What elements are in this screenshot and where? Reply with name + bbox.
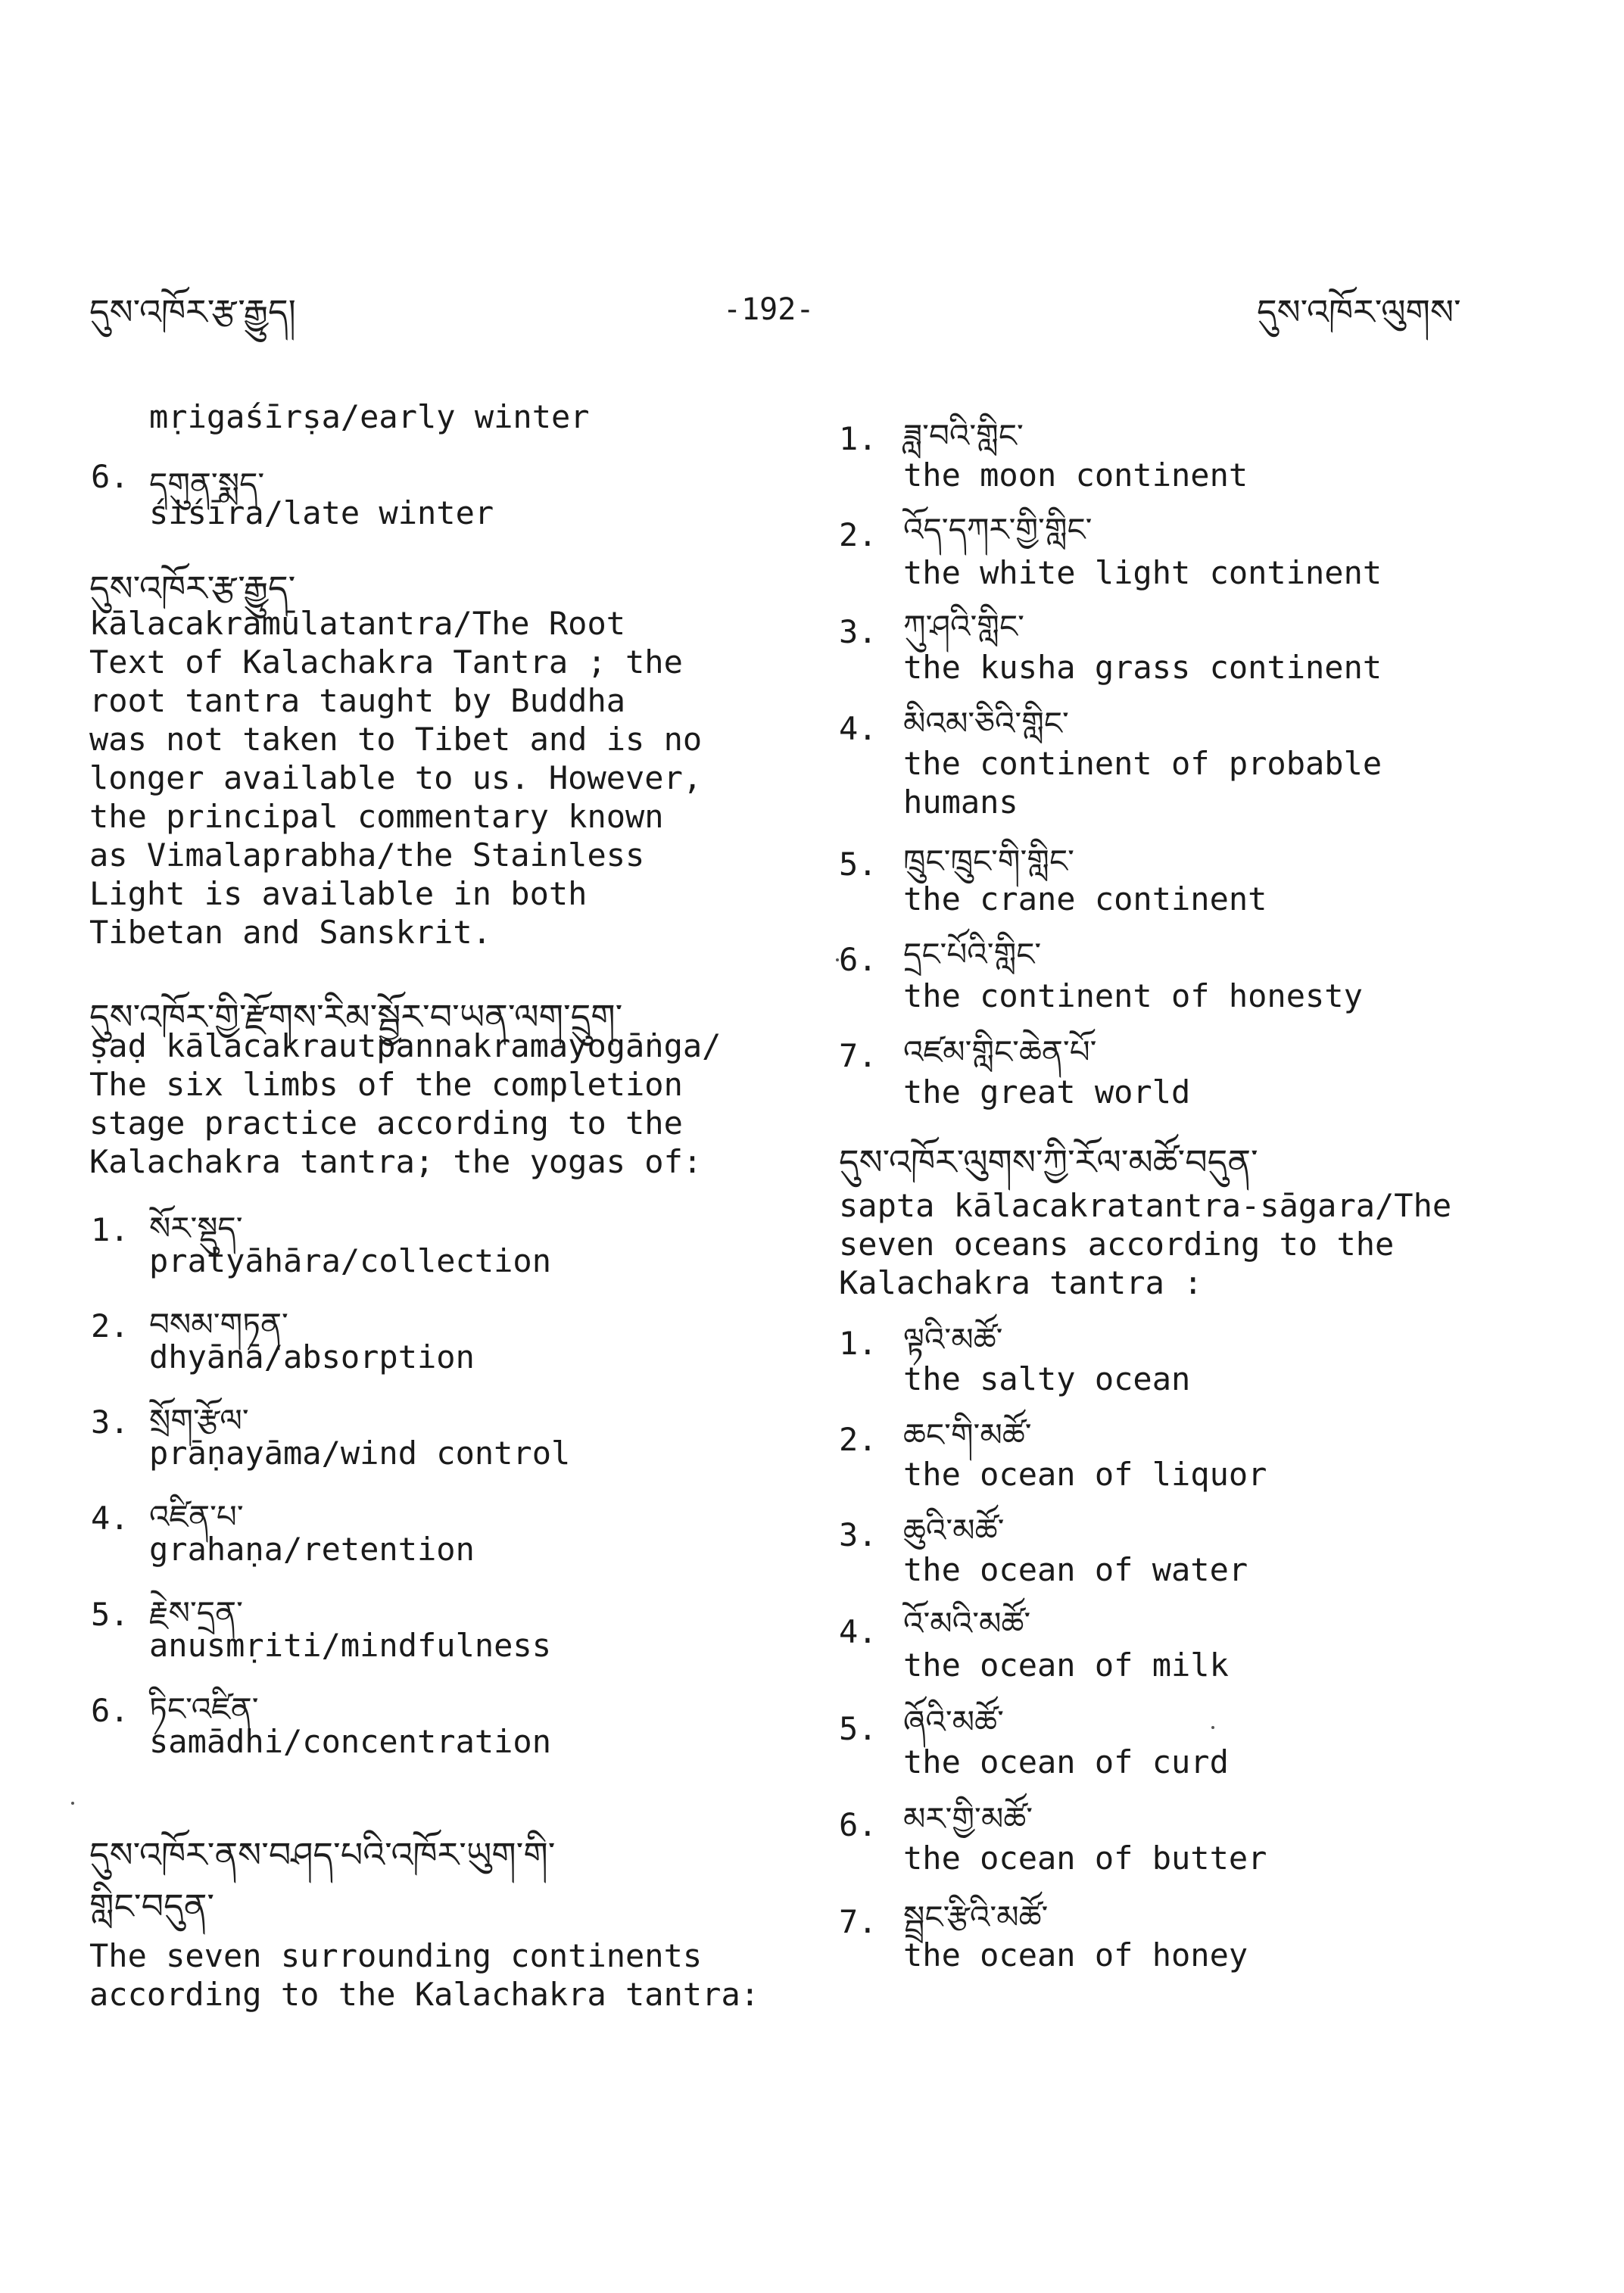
ocean-item-gloss: the salty ocean xyxy=(903,1360,1191,1397)
definition-line: The six limbs of the completion xyxy=(89,1066,683,1103)
definition-line: ṣaḍ kālacakrautpannakramayogāṅga/ xyxy=(89,1027,722,1064)
limb-item-tibetan: སྲོག་རྩོལ་ xyxy=(149,1402,249,1439)
ocean-item-tibetan: ལྟའི་མཚོ་ xyxy=(903,1321,1003,1358)
limb-item-number: 3. xyxy=(91,1404,129,1441)
limb-item-tibetan: བསམ་གཏན་ xyxy=(149,1306,288,1343)
continent-item-gloss: the white light continent xyxy=(903,554,1382,591)
definition-line: Kalachakra tantra : xyxy=(839,1264,1203,1301)
continent-item-number: 5. xyxy=(839,846,877,883)
season-item-gloss: śiśīra/late winter xyxy=(149,494,494,531)
gloss-line: humans xyxy=(903,784,1018,821)
scan-speck xyxy=(836,958,839,961)
scan-speck xyxy=(1211,1726,1214,1729)
continent-item-tibetan: ཀུ་ཤའི་གླིང་ xyxy=(903,608,1024,645)
root-text-tibetan-heading: དུས་འཁོར་རྩ་རྒྱུད་ xyxy=(89,568,296,609)
limb-item-tibetan: ཏིང་འཛིན་ xyxy=(149,1690,259,1728)
definition-line: according to the Kalachakra tantra: xyxy=(89,1976,760,2013)
continent-item-gloss: the crane continent xyxy=(903,880,1267,918)
continent-item-gloss: the continent of honesty xyxy=(903,977,1363,1014)
ocean-item-number: 5. xyxy=(839,1710,877,1747)
definition-line: stage practice according to the xyxy=(89,1104,683,1142)
continent-item-number: 4. xyxy=(839,710,877,747)
ocean-item-gloss: the ocean of milk xyxy=(903,1647,1229,1684)
definition-line: Text of Kalachakra Tantra ; the xyxy=(89,643,683,681)
continent-item-gloss: the kusha grass continent xyxy=(903,649,1382,686)
oceans-tibetan-heading: དུས་འཁོར་ལུགས་ཀྱི་རོལ་མཚོ་བདུན་ xyxy=(839,1142,1258,1182)
continent-item-number: 6. xyxy=(839,941,877,978)
continent-item-tibetan: ཁྲུང་ཁྲུང་གི་གླིང་ xyxy=(903,843,1074,880)
limb-item-gloss: dhyānā/absorption xyxy=(149,1338,475,1375)
six-limbs-definition xyxy=(89,1027,721,1181)
limb-item-gloss: samādhi/concentration xyxy=(149,1723,552,1760)
continent-item-tibetan: ཟླ་བའི་གླིང་ xyxy=(903,417,1024,454)
continent-item-number: 7. xyxy=(839,1037,877,1074)
page-number: -192- xyxy=(723,292,815,327)
continent-item-tibetan: མིའམ་ཅིའི་གླིང་ xyxy=(903,705,1069,742)
continent-item-number: 2. xyxy=(839,516,877,553)
continents-tibetan-heading-line2: གླིང་བདུན་ xyxy=(89,1886,215,1927)
ocean-item-gloss: the ocean of water xyxy=(903,1551,1248,1588)
continent-item-tibetan: དྲང་པོའི་གླིང་ xyxy=(903,936,1042,973)
limb-item-tibetan: སོར་སྡུད་ xyxy=(149,1210,243,1247)
limb-item-number: 6. xyxy=(91,1692,129,1729)
gloss-line: the continent of probable xyxy=(903,745,1382,782)
ocean-item-gloss: the ocean of honey xyxy=(903,1936,1248,1974)
oceans-definition xyxy=(839,1186,1451,1302)
continent-item-tibetan: འོད་དཀར་གྱི་གླིང་ xyxy=(903,511,1093,548)
continent-item-tibetan: འཛམ་གླིང་ཆེན་པོ་ xyxy=(903,1033,1097,1070)
ocean-item-tibetan: སྦྲང་རྩིའི་མཚོ་ xyxy=(903,1899,1049,1936)
ocean-item-number: 6. xyxy=(839,1806,877,1843)
definition-line: was not taken to Tibet and is no xyxy=(89,721,703,758)
ocean-item-gloss: the ocean of curd xyxy=(903,1743,1229,1781)
continent-item-gloss xyxy=(903,744,1382,821)
limb-item-gloss: prāṇayāma/wind control xyxy=(149,1435,571,1472)
ocean-item-tibetan: འོ་མའི་མཚོ་ xyxy=(903,1605,1031,1642)
root-text-definition xyxy=(89,604,702,952)
six-limbs-tibetan-heading: དུས་འཁོར་གྱི་རྫོགས་རིམ་སྦྱོར་བ་ཡན་ལག་དྲུག་ xyxy=(89,996,623,1037)
ocean-item-number: 3. xyxy=(839,1516,877,1553)
ocean-item-number: 1. xyxy=(839,1325,877,1362)
definition-line: as Vimalaprabha/the Stainless xyxy=(89,837,645,874)
definition-line: longer available to us. However, xyxy=(89,759,703,796)
limb-item-gloss: anusmṛiti/mindfulness xyxy=(149,1627,552,1664)
continent-item-number: 1. xyxy=(839,420,877,457)
limb-item-gloss: grahaṇa/retention xyxy=(149,1531,475,1568)
definition-line: the principal commentary known xyxy=(89,798,664,835)
continent-item-number: 3. xyxy=(839,613,877,650)
definition-line: Light is available in both xyxy=(89,875,588,912)
definition-line: Tibetan and Sanskrit. xyxy=(89,914,492,951)
scan-speck xyxy=(71,1802,74,1805)
limb-item-number: 2. xyxy=(91,1307,129,1344)
limb-item-number: 1. xyxy=(91,1211,129,1248)
continent-item-gloss: the great world xyxy=(903,1073,1191,1111)
ocean-item-tibetan: ཆུའི་མཚོ་ xyxy=(903,1512,1005,1549)
ocean-item-tibetan: ཞོའི་མཚོ་ xyxy=(903,1703,1004,1740)
limb-item-tibetan: རྗེས་དྲན་ xyxy=(149,1594,243,1631)
definition-line: The seven surrounding continents xyxy=(89,1937,703,1974)
continents-tibetan-heading-line1: དུས་འཁོར་ནས་བཤད་པའི་འཁོར་ཡུག་གི་ xyxy=(89,1834,556,1875)
ocean-item-number: 2. xyxy=(839,1421,877,1458)
definition-line: Kalachakra tantra; the yogas of: xyxy=(89,1143,703,1180)
limb-item-tibetan: འཛིན་པ་ xyxy=(149,1498,244,1535)
definition-line: root tantra taught by Buddha xyxy=(89,682,626,719)
ocean-item-number: 4. xyxy=(839,1613,877,1650)
limb-item-number: 5. xyxy=(91,1596,129,1633)
ocean-item-tibetan: ཆང་གི་མཚོ་ xyxy=(903,1416,1032,1453)
continent-item-gloss: the moon continent xyxy=(903,456,1248,494)
continents-definition xyxy=(89,1936,759,2014)
ocean-item-tibetan: མར་གྱི་མཚོ་ xyxy=(903,1800,1033,1837)
definition-line: sapta kālacakratantra-sāgara/The xyxy=(839,1187,1452,1224)
ocean-item-number: 7. xyxy=(839,1903,877,1940)
ocean-item-gloss: the ocean of liquor xyxy=(903,1456,1267,1493)
definition-line: kālacakramūlatantra/The Root xyxy=(89,605,626,642)
limb-item-number: 4. xyxy=(91,1500,129,1537)
intro-line: mṛigaśīrṣa/early winter xyxy=(149,398,590,435)
ocean-item-gloss: the ocean of butter xyxy=(903,1840,1267,1877)
definition-line: seven oceans according to the xyxy=(839,1226,1395,1263)
limb-item-gloss: pratyāhāra/collection xyxy=(149,1242,552,1279)
header-right-title: དུས་འཁོར་ལུགས་ xyxy=(1257,291,1461,332)
season-item-tibetan: དགུན་སྨད་ xyxy=(149,466,265,503)
season-item-number: 6. xyxy=(91,458,129,495)
header-left-title: དུས་འཁོར་རྩ་རྒྱུད། xyxy=(89,291,296,332)
